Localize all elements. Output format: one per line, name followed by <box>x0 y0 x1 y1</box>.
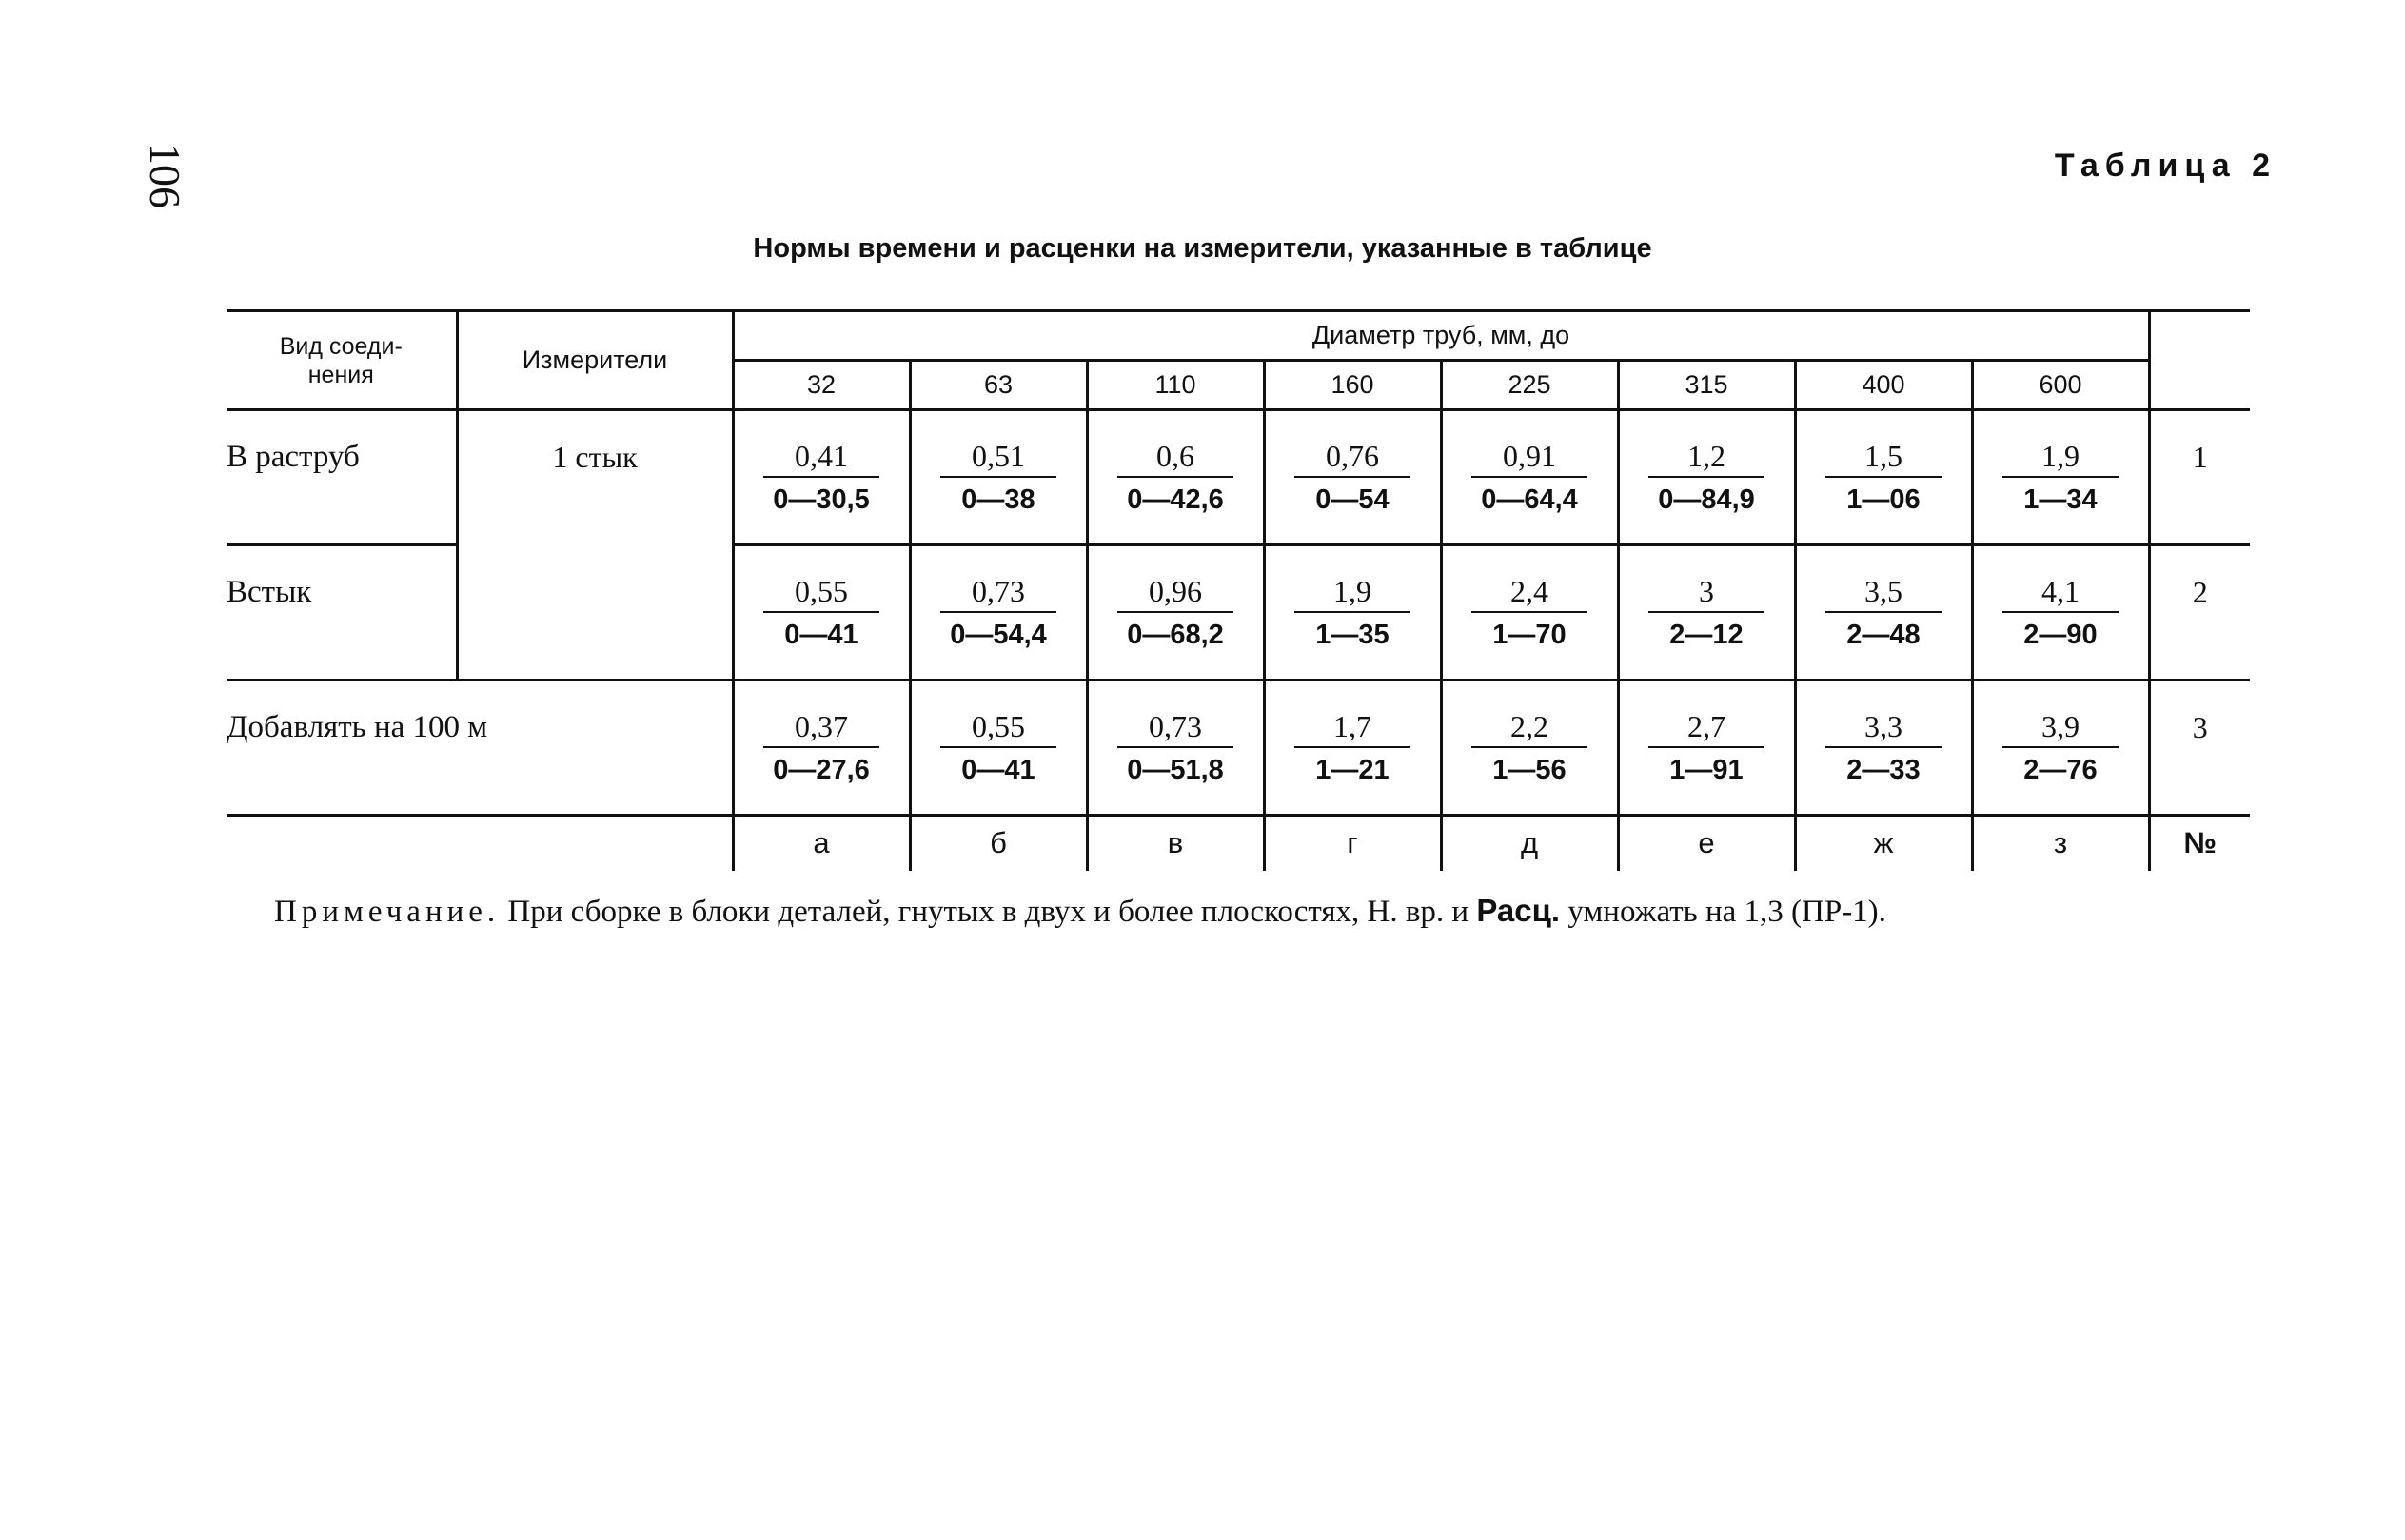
time-norm: 1,9 <box>1294 575 1410 613</box>
price-rate: 0—27,6 <box>773 755 870 785</box>
row-number: 3 <box>2149 681 2250 816</box>
row-number: 2 <box>2149 545 2250 681</box>
time-norm: 0,76 <box>1294 440 1410 478</box>
header-diameter-400: 400 <box>1795 361 1972 410</box>
price-rate: 2—90 <box>2023 620 2098 650</box>
time-norm: 3,3 <box>1825 710 1942 748</box>
header-diameter-315: 315 <box>1618 361 1795 410</box>
note-label: Примечание. <box>274 895 501 929</box>
column-letter: г <box>1264 816 1441 871</box>
rate-cell <box>1441 545 1618 681</box>
time-norm: 0,96 <box>1117 575 1233 613</box>
price-rate: 0—68,2 <box>1127 620 1224 650</box>
column-letter: д <box>1441 816 1618 871</box>
price-rate: 0—54 <box>1315 484 1390 515</box>
table-note <box>274 893 1886 930</box>
header-diameter: Диаметр труб, мм, до <box>733 311 2149 361</box>
time-norm: 0,51 <box>940 440 1056 478</box>
time-norm: 4,1 <box>2002 575 2119 613</box>
price-rate: 0—38 <box>961 484 1035 515</box>
rate-cell <box>1972 545 2149 681</box>
price-rate: 0—64,4 <box>1481 484 1578 515</box>
time-norm: 2,4 <box>1471 575 1587 613</box>
row-number: 1 <box>2149 410 2250 545</box>
price-rate: 2—48 <box>1846 620 1921 650</box>
time-norm: 2,2 <box>1471 710 1587 748</box>
time-norm: 0,73 <box>940 575 1056 613</box>
time-norm: 1,2 <box>1648 440 1764 478</box>
letters-row-empty <box>227 816 733 871</box>
letters-row <box>227 816 2250 871</box>
header-measures: Измерители <box>457 311 733 410</box>
row-measure: 1 стык <box>457 410 733 681</box>
header-diameter-63: 63 <box>910 361 1087 410</box>
time-norm: 0,73 <box>1117 710 1233 748</box>
price-rate: 1—91 <box>1669 755 1744 785</box>
column-letter: е <box>1618 816 1795 871</box>
column-letter: б <box>910 816 1087 871</box>
price-rate: 1—56 <box>1492 755 1567 785</box>
price-rate: 1—06 <box>1846 484 1921 515</box>
time-norm: 3 <box>1648 575 1764 613</box>
rate-cell <box>910 545 1087 681</box>
row-label: Добавлять на 100 м <box>227 681 733 816</box>
time-norm: 0,41 <box>763 440 879 478</box>
time-norm: 1,5 <box>1825 440 1942 478</box>
time-norm: 0,6 <box>1117 440 1233 478</box>
price-rate: 0—42,6 <box>1127 484 1224 515</box>
price-rate: 2—33 <box>1846 755 1921 785</box>
time-norm: 2,7 <box>1648 710 1764 748</box>
rate-cell <box>1441 681 1618 816</box>
price-rate: 1—21 <box>1315 755 1390 785</box>
price-rate: 2—76 <box>2023 755 2098 785</box>
rate-cell <box>1441 410 1618 545</box>
column-letter: з <box>1972 816 2149 871</box>
note-bold-text: Расц. <box>1476 893 1561 928</box>
header-diameter-160: 160 <box>1264 361 1441 410</box>
column-letter: а <box>733 816 910 871</box>
rate-cell <box>910 681 1087 816</box>
price-rate: 0—41 <box>784 620 858 650</box>
header-num-empty <box>2149 311 2250 410</box>
rate-cell <box>1795 410 1972 545</box>
rate-cell <box>1264 410 1441 545</box>
price-rate: 0—51,8 <box>1127 755 1224 785</box>
rate-cell <box>1087 545 1264 681</box>
time-norm: 0,37 <box>763 710 879 748</box>
price-rate: 1—35 <box>1315 620 1390 650</box>
time-norm: 1,7 <box>1294 710 1410 748</box>
price-rate: 1—70 <box>1492 620 1567 650</box>
rate-cell <box>733 681 910 816</box>
price-rate: 0—30,5 <box>773 484 870 515</box>
rate-cell <box>1264 681 1441 816</box>
table-row <box>227 410 2250 545</box>
number-sign: № <box>2183 826 2218 860</box>
table-row <box>227 681 2250 816</box>
note-text-end: умножать на 1,3 (ПР-1). <box>1567 895 1886 929</box>
time-norm: 0,55 <box>940 710 1056 748</box>
column-letter: ж <box>1795 816 1972 871</box>
time-norm: 3,9 <box>2002 710 2119 748</box>
header-connection-type-line2: нения <box>307 361 374 388</box>
price-rate: 0—54,4 <box>950 620 1047 650</box>
rate-cell <box>1618 410 1795 545</box>
rate-cell <box>1264 545 1441 681</box>
rate-cell <box>1618 545 1795 681</box>
rate-cell <box>1972 681 2149 816</box>
price-rate: 2—12 <box>1669 620 1744 650</box>
row-label: В раструб <box>227 410 457 545</box>
header-diameter-32: 32 <box>733 361 910 410</box>
header-diameter-600: 600 <box>1972 361 2149 410</box>
header-connection-type <box>227 311 457 410</box>
price-rate: 0—41 <box>961 755 1035 785</box>
rate-cell <box>910 410 1087 545</box>
norms-table <box>227 309 2250 871</box>
price-rate: 0—84,9 <box>1658 484 1755 515</box>
table-title: Нормы времени и расценки на измерители, указанные в таблице <box>753 233 1652 264</box>
time-norm: 3,5 <box>1825 575 1942 613</box>
table-label: Таблица 2 <box>2054 148 2277 184</box>
header-diameter-225: 225 <box>1441 361 1618 410</box>
rate-cell <box>733 545 910 681</box>
time-norm: 0,91 <box>1471 440 1587 478</box>
rate-cell <box>1618 681 1795 816</box>
rate-cell <box>1972 410 2149 545</box>
rate-cell <box>733 410 910 545</box>
rate-cell <box>1087 410 1264 545</box>
row-label: Встык <box>227 545 457 681</box>
page-number: 106 <box>141 143 189 208</box>
time-norm: 1,9 <box>2002 440 2119 478</box>
rate-cell <box>1087 681 1264 816</box>
column-letter: в <box>1087 816 1264 871</box>
price-rate: 1—34 <box>2023 484 2098 515</box>
header-connection-type-line1: Вид соеди- <box>279 332 403 360</box>
time-norm: 0,55 <box>763 575 879 613</box>
note-text: При сборке в блоки деталей, гнутых в двух и более плоскостях, Н. вр. и <box>507 895 1469 929</box>
rate-cell <box>1795 545 1972 681</box>
header-diameter-110: 110 <box>1087 361 1264 410</box>
rate-cell <box>1795 681 1972 816</box>
